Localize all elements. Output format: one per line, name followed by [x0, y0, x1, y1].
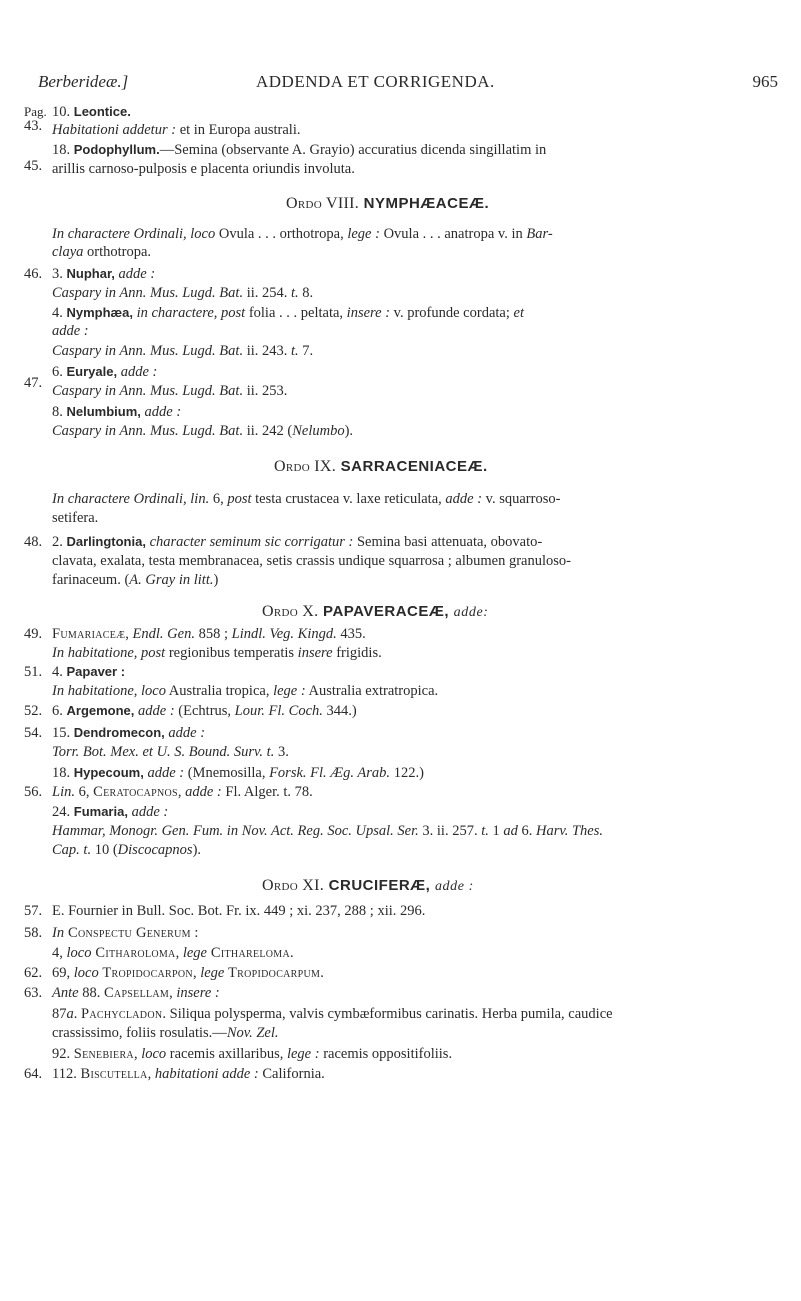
ordo-heading: Ordo VIII. NYMPHÆACEÆ. [286, 195, 490, 212]
entry-fumaria: 24. Fumaria, adde : [52, 804, 169, 820]
entry-line: 4, loco Citharoloma, lege Cithareloma. [52, 945, 294, 961]
family-name: CRUCIFERÆ, [328, 877, 431, 894]
entry-line: In Conspectu Generum : [52, 925, 199, 941]
genus-name: Dendromecon, [73, 725, 165, 740]
entry-line: arillis carnoso-pulposis e placenta oriundis involuta. [52, 161, 355, 177]
genus-name: Hypecoum, [73, 765, 144, 780]
entry-darlingtonia: 2. Darlingtonia, character seminum sic corrigatur : Semina basi attenuata, obovato- [52, 534, 543, 550]
page-ref: 46. [24, 266, 43, 282]
entry-line: In habitatione, post regionibus temperatis insere frigidis. [52, 645, 382, 661]
genus-name: Nuphar, [66, 266, 115, 281]
entry-nymphaea: 4. Nymphæa, in charactere, post folia . . . peltata, insere : v. profunde cordata; et [52, 305, 524, 321]
entry-dendromecon: 15. Dendromecon, adde : [52, 725, 206, 741]
genus-name: Darlingtonia, [66, 534, 146, 549]
citation: Cap. t. 10 (Discocapnos). [52, 842, 202, 858]
header-title: ADDENDA ET CORRIGENDA. [256, 72, 495, 91]
pag-label: Pag. [24, 104, 47, 119]
entry-line: crassissimo, foliis rosulatis.—Nov. Zel. [52, 1025, 279, 1041]
citation: Hammar, Monogr. Gen. Fum. in Nov. Act. Reg. Soc. Upsal. Ser. 3. ii. 257. t. 1 ad 6. Harv. Thes. [52, 823, 603, 839]
page-ref: 64. [24, 1066, 43, 1082]
ordo-heading: Ordo X. PAPAVERACEÆ, adde: [262, 603, 489, 620]
page-ref: 52. [24, 703, 43, 719]
page-number: 965 [752, 72, 778, 91]
page-ref: 57. [24, 903, 43, 919]
entry-leontice [52, 103, 131, 121]
citation: Caspary in Ann. Mus. Lugd. Bat. ii. 253. [52, 383, 288, 399]
entry-nuphar: 3. Nuphar, adde : [52, 266, 156, 282]
entry-line: 87a. Pachycladon. Siliqua polysperma, valvis cymbæformibus carinatis. Herba pumila, caudice [52, 1006, 613, 1022]
entry-number: 18. [52, 142, 71, 158]
citation: Caspary in Ann. Mus. Lugd. Bat. ii. 254. t. 8. [52, 285, 314, 301]
entry-line: E. Fournier in Bull. Soc. Bot. Fr. ix. 449 ; xi. 237, 288 ; xii. 296. [52, 903, 426, 919]
entry-nelumbium: 8. Nelumbium, adde : [52, 404, 182, 420]
page-ref: 43. [24, 118, 43, 134]
entry-line: farinaceum. (A. Gray in litt.) [52, 572, 219, 588]
running-header [38, 72, 778, 98]
page-ref: 48. [24, 534, 43, 550]
page-ref: 45. [24, 158, 43, 174]
entry-line: In charactere Ordinali, loco Ovula . . . orthotropa, lege : Ovula . . . anatropa v. in Bar- [52, 226, 553, 242]
header-left: Berberideæ.] [38, 72, 129, 91]
genus-name: Euryale, [66, 364, 118, 379]
entry-line: Ante 88. Capsellam, insere : [52, 985, 220, 1001]
entry-line: Lin. 6, Ceratocapnos, adde : Fl. Alger. t. 78. [52, 784, 313, 800]
page-ref: 51. [24, 664, 43, 680]
genus-name: Fumaria, [73, 804, 128, 819]
family-name: NYMPHÆACEÆ. [363, 195, 490, 212]
entry-line: claya orthotropa. [52, 244, 152, 260]
page-ref: 62. [24, 965, 43, 981]
entry-line: Fumariaceæ, Endl. Gen. 858 ; Lindl. Veg. Kingd. 435. [52, 626, 366, 642]
ordo-heading: Ordo IX. SARRACENIACEÆ. [274, 458, 488, 475]
entry-line: 69, loco Tropidocarpon, lege Tropidocarpum. [52, 965, 324, 981]
entry-line: In charactere Ordinali, lin. 6, post testa crustacea v. laxe reticulata, adde : v. squarroso- [52, 491, 561, 507]
citation: Caspary in Ann. Mus. Lugd. Bat. ii. 242 (Nelumbo). [52, 423, 354, 439]
genus-name: Argemone, [66, 703, 135, 718]
page-ref: 58. [24, 925, 43, 941]
page-ref: 47. [24, 375, 43, 391]
entry-line: Habitationi addetur : et in Europa australi. [52, 122, 301, 138]
page-ref: 49. [24, 626, 43, 642]
genus-name: Papaver : [66, 664, 126, 679]
page-ref: 54. [24, 725, 43, 741]
genus-name: Nymphæa, [66, 305, 133, 320]
entry-line: 92. Senebiera, loco racemis axillaribus, lege : racemis oppositifoliis. [52, 1046, 453, 1062]
entry-papaver: 4. Papaver : [52, 664, 126, 680]
entry-hypecoum: 18. Hypecoum, adde : (Mnemosilla, Forsk. Fl. Æg. Arab. 122.) [52, 765, 424, 781]
genus-name: Nelumbium, [66, 404, 141, 419]
entry-line: setifera. [52, 510, 99, 526]
entry-line: In habitatione, loco Australia tropica, lege : Australia extratropica. [52, 683, 439, 699]
family-name: SARRACENIACEÆ. [340, 458, 488, 475]
entry-euryale: 6. Euryale, adde : [52, 364, 158, 380]
entry-line: adde : [52, 323, 89, 339]
citation: Torr. Bot. Mex. et U. S. Bound. Surv. t. 3. [52, 744, 289, 760]
citation: Caspary in Ann. Mus. Lugd. Bat. ii. 243. t. 7. [52, 343, 314, 359]
entry-argemone: 6. Argemone, adde : (Echtrus, Lour. Fl. Coch. 344.) [52, 703, 357, 719]
ordo-heading: Ordo XI. CRUCIFERÆ, adde : [262, 877, 474, 894]
entry-line: 112. Biscutella, habitationi adde : California. [52, 1066, 325, 1082]
family-name: PAPAVERACEÆ, [323, 603, 450, 620]
entry-number: 10. [52, 104, 71, 120]
genus-name: Podophyllum. [73, 142, 160, 157]
entry-line: clavata, exalata, testa membranacea, setis crassis undique squarrosa ; albumen granuloso- [52, 553, 571, 569]
genus-name: Leontice. [73, 104, 131, 119]
page-ref: 56. [24, 784, 43, 800]
entry-podophyllum: 18. Podophyllum.—Semina (observante A. Grayio) accuratius dicenda singillatim in [52, 142, 547, 158]
page-ref: 63. [24, 985, 43, 1001]
